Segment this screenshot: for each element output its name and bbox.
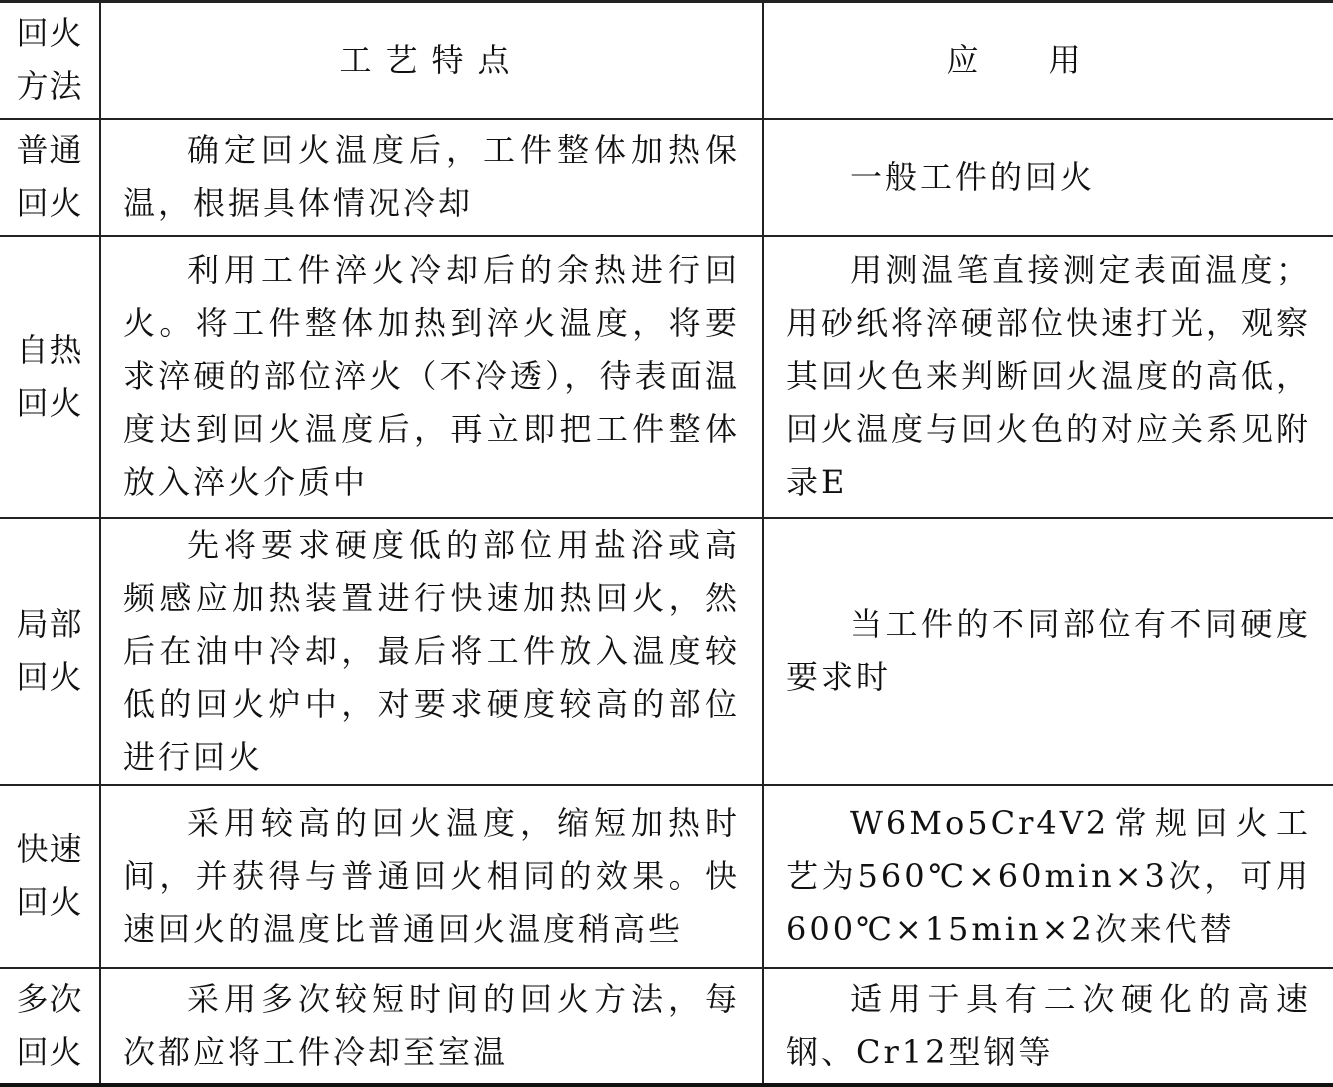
row-feature: 利用工件淬火冷却后的余热进行回火。将工件整体加热到淬火温度，将要求淬硬的部位淬火（不冷透），待表面温度达到回火温度后，再立即把工件整体放入淬火介质中 xyxy=(100,236,763,518)
row-application: 一般工件的回火 xyxy=(763,119,1333,236)
row-application: 用测温笔直接测定表面温度；用砂纸将淬硬部位快速打光，观察其回火色来判断回火温度的高低，回火温度与回火色的对应关系见附录E xyxy=(763,236,1333,518)
table-row xyxy=(0,236,1333,518)
row-application: 适用于具有二次硬化的高速钢、Cr12型钢等 xyxy=(763,968,1333,1085)
row-application: 当工件的不同部位有不同硬度要求时 xyxy=(763,518,1333,785)
row-feature: 采用多次较短时间的回火方法，每次都应将工件冷却至室温 xyxy=(100,968,763,1085)
row-method: 自热回火 xyxy=(0,236,100,518)
row-method: 多次回火 xyxy=(0,968,100,1085)
table-row xyxy=(0,119,1333,236)
row-feature: 确定回火温度后，工件整体加热保温，根据具体情况冷却 xyxy=(100,119,763,236)
row-method: 快速回火 xyxy=(0,785,100,968)
header-application: 应用 xyxy=(763,2,1333,119)
table-row xyxy=(0,785,1333,968)
row-application: W6Mo5Cr4V2常规回火工艺为560℃×60min×3次，可用600℃×15min×2次来代替 xyxy=(763,785,1333,968)
header-feature: 工艺特点 xyxy=(100,2,763,119)
row-feature: 采用较高的回火温度，缩短加热时间，并获得与普通回火相同的效果。快速回火的温度比普通回火温度稍高些 xyxy=(100,785,763,968)
table-row xyxy=(0,968,1333,1085)
header-row xyxy=(0,2,1333,119)
row-method: 普通回火 xyxy=(0,119,100,236)
table-row xyxy=(0,518,1333,785)
row-method: 局部回火 xyxy=(0,518,100,785)
row-feature: 先将要求硬度低的部位用盐浴或高频感应加热装置进行快速加热回火，然后在油中冷却，最后将工件放入温度较低的回火炉中，对要求硬度较高的部位进行回火 xyxy=(100,518,763,785)
header-method: 回火方法 xyxy=(0,2,100,119)
